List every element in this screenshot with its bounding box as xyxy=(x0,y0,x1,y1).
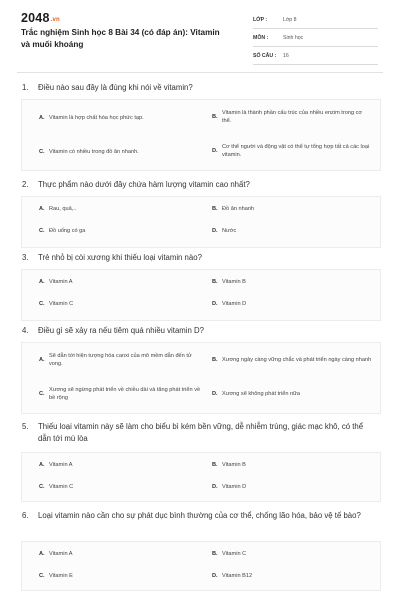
option-letter: C. xyxy=(39,573,45,579)
options-box xyxy=(21,99,381,171)
meta-key: LỚP : xyxy=(253,16,268,23)
option-text: Xương sẽ ngừng phát triển về chiều dài và tăng phát triển về bề rộng xyxy=(49,386,201,401)
meta-key: SỐ CÂU : xyxy=(253,52,277,59)
option-text: Vitamin là hợp chất hóa học phức tạp. xyxy=(49,114,144,121)
option-c[interactable] xyxy=(39,383,204,405)
logo-text: 2048 xyxy=(21,11,50,25)
option-letter: C. xyxy=(39,301,45,307)
options-box xyxy=(21,269,381,321)
question-number: 4. xyxy=(22,326,29,335)
option-text: Cơ thể người và động vật có thể tự tổng hợp tất cả các loại vitamin. xyxy=(222,143,370,158)
option-b[interactable] xyxy=(212,546,372,562)
meta-row-class xyxy=(253,11,378,29)
option-text: Vitamin A xyxy=(49,278,73,285)
option-text: Xương sẽ không phát triển nữa xyxy=(222,390,301,397)
meta-row-subject xyxy=(253,29,378,47)
option-c[interactable] xyxy=(39,144,189,160)
option-letter: C. xyxy=(39,149,45,155)
option-a[interactable] xyxy=(39,274,189,290)
option-letter: B. xyxy=(212,206,218,212)
option-letter: B. xyxy=(212,551,218,557)
option-text: Vitamin là thành phần cấu trúc của nhiều enzim trong cơ thể. xyxy=(222,109,363,124)
option-letter: A. xyxy=(39,115,45,121)
question-number: 1. xyxy=(22,83,29,92)
site-logo[interactable] xyxy=(21,11,60,25)
option-letter: B. xyxy=(212,357,218,363)
option-text: Sẽ dẫn tới hiện tượng hóa canxi của mô mềm dẫn đến tử vong. xyxy=(49,352,192,367)
meta-key: MÔN : xyxy=(253,34,269,41)
option-text: Đồ ăn nhanh xyxy=(222,205,255,212)
option-d[interactable] xyxy=(212,296,372,312)
question-text: Điều gì sẽ xảy ra nếu tiêm quá nhiều vitamin D? xyxy=(38,326,204,335)
option-text: Vitamin B xyxy=(222,278,246,285)
option-text: Vitamin C xyxy=(49,483,74,490)
option-c[interactable] xyxy=(39,479,189,495)
option-c[interactable] xyxy=(39,296,189,312)
options-box xyxy=(21,452,381,502)
option-d[interactable] xyxy=(212,479,372,495)
option-b[interactable] xyxy=(212,201,372,217)
question-number: 5. xyxy=(22,422,29,431)
option-letter: A. xyxy=(39,462,45,468)
option-text: Vitamin B12 xyxy=(222,572,253,579)
option-a[interactable] xyxy=(39,349,204,371)
option-letter: A. xyxy=(39,551,45,557)
option-letter: D. xyxy=(212,228,218,234)
option-text: Vitamin có nhiều trong đồ ăn nhanh. xyxy=(49,148,139,155)
meta-row-count xyxy=(253,47,378,65)
option-c[interactable] xyxy=(39,223,189,239)
option-text: Vitamin E xyxy=(49,572,73,579)
option-c[interactable] xyxy=(39,568,189,584)
option-letter: A. xyxy=(39,206,45,212)
option-a[interactable] xyxy=(39,546,189,562)
option-a[interactable] xyxy=(39,457,189,473)
option-text: Vitamin D xyxy=(222,300,247,307)
option-letter: D. xyxy=(212,484,218,490)
options-box xyxy=(21,342,381,414)
option-text: Vitamin D xyxy=(222,483,247,490)
option-letter: D. xyxy=(212,301,218,307)
header-divider xyxy=(17,72,383,73)
option-letter: A. xyxy=(39,357,45,363)
page-header xyxy=(0,0,400,66)
option-letter: C. xyxy=(39,484,45,490)
option-letter: C. xyxy=(39,228,45,234)
question-text: Thực phẩm nào dưới đây chứa hàm lượng vitamin cao nhất? xyxy=(38,180,250,189)
option-letter: B. xyxy=(212,114,218,120)
meta-value: Sinh học xyxy=(283,34,304,41)
option-text: Vitamin C xyxy=(222,550,247,557)
question-text: Loại vitamin nào cần cho sự phát dục bình thường của cơ thể, chống lão hóa, bảo vệ tế bào? xyxy=(38,511,361,520)
option-text: Đồ uống có ga xyxy=(49,227,86,234)
logo-suffix: .vn xyxy=(50,17,60,23)
option-b[interactable] xyxy=(212,274,372,290)
question-number: 3. xyxy=(22,253,29,262)
meta-value: Lớp 8 xyxy=(283,16,297,23)
options-box xyxy=(21,196,381,248)
option-letter: D. xyxy=(212,573,218,579)
option-b[interactable] xyxy=(212,349,372,371)
option-text: Vitamin C xyxy=(49,300,74,307)
meta-info xyxy=(253,11,378,65)
option-d[interactable] xyxy=(212,140,372,162)
option-b[interactable] xyxy=(212,106,372,128)
option-letter: B. xyxy=(212,279,218,285)
question-text: Trẻ nhỏ bị còi xương khi thiếu loại vitamin nào? xyxy=(38,253,202,262)
option-text: Vitamin A xyxy=(49,461,73,468)
option-letter: C. xyxy=(39,391,45,397)
option-text: Rau, quả,.. xyxy=(49,205,77,212)
question-number: 2. xyxy=(22,180,29,189)
option-text: Nước xyxy=(222,227,237,234)
option-letter: D. xyxy=(212,391,218,397)
option-letter: B. xyxy=(212,462,218,468)
option-a[interactable] xyxy=(39,110,189,126)
option-b[interactable] xyxy=(212,457,372,473)
option-text: Xương ngày càng vững chắc và phát triển ngày càng nhanh xyxy=(222,356,372,363)
option-d[interactable] xyxy=(212,386,372,402)
question-text: Điều nào sau đây là đúng khi nói về vitamin? xyxy=(38,83,193,92)
meta-value: 16 xyxy=(283,52,289,59)
question-number: 6. xyxy=(22,511,29,520)
option-d[interactable] xyxy=(212,223,372,239)
option-letter: A. xyxy=(39,279,45,285)
page-title: Trắc nghiệm Sinh học 8 Bài 34 (có đáp án): Vitamin và muối khoáng xyxy=(21,28,220,49)
option-d[interactable] xyxy=(212,568,372,584)
option-text: Vitamin A xyxy=(49,550,73,557)
question-text: Thiếu loại vitamin này sẽ làm cho biểu bì kém bền vững, dễ nhiễm trùng, giác mạc khô, có thể dẫn tới mù lòa xyxy=(38,422,364,443)
option-text: Vitamin B xyxy=(222,461,246,468)
option-a[interactable] xyxy=(39,201,189,217)
options-box xyxy=(21,541,381,591)
option-letter: D. xyxy=(212,148,218,154)
